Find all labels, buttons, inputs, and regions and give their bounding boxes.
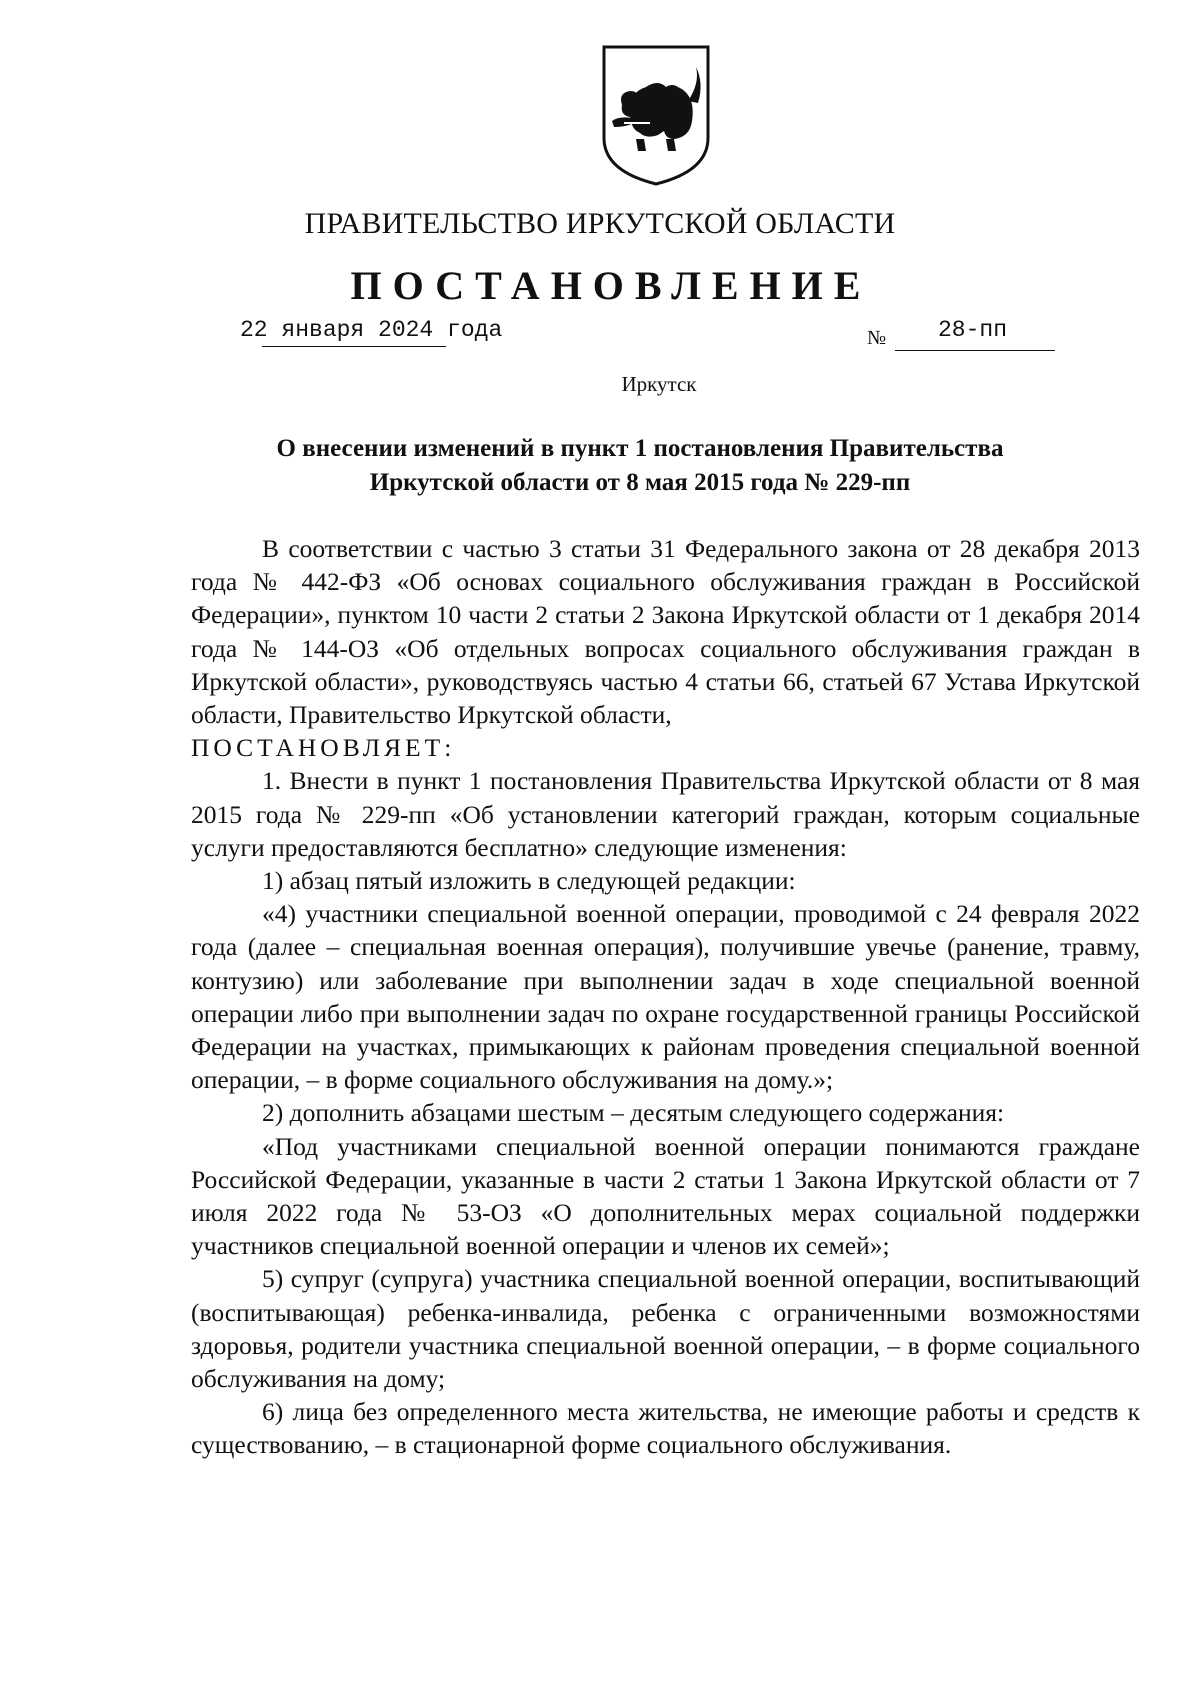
paragraph-item-1: 1. Внести в пункт 1 постановления Правительства Иркутской области от 8 мая 2015 года № 229-пп «Об установлении категорий граждан, которым социальные услуги предоставляются бесплатно» следующие изменения: bbox=[191, 766, 1140, 862]
paragraph-subitem-1: 1) абзац пятый изложить в следующей редакции: bbox=[262, 866, 796, 896]
document-date: 22 января 2024 года bbox=[240, 317, 503, 343]
document-number: 28-пп bbox=[938, 317, 1008, 343]
coat-of-arms-emblem bbox=[600, 43, 712, 188]
resolves-heading: ПОСТАНОВЛЯЕТ: bbox=[191, 733, 456, 763]
city-name: Иркутск bbox=[621, 372, 697, 396]
document-type-title: ПОСТАНОВЛЕНИЕ bbox=[350, 263, 872, 308]
paragraph-definition: «Под участниками специальной военной операции понимаются граждане Российской Федерации, указанные в части 2 статьи 1 Закона Иркутской области от 7 июля 2022 года № 53-ОЗ «О дополнительных мерах социальной поддержки участников специальной военной операции и членов их семей»; bbox=[191, 1131, 1140, 1261]
document-body bbox=[191, 532, 1140, 1462]
number-sign: № bbox=[867, 327, 887, 349]
subject-line-2: Иркутской области от 8 мая 2015 года № 229-пп bbox=[369, 469, 911, 496]
document-subject bbox=[170, 432, 1110, 500]
government-name: ПРАВИТЕЛЬСТВО ИРКУТСКОЙ ОБЛАСТИ bbox=[304, 207, 896, 240]
paragraph-new-text-4: «4) участники специальной военной операции, проводимой с 24 февраля 2022 года (далее – специальная военная операция), получившие увечье (ранение, травму, контузию) или заболевание при выполнении задач в ходе специальной военной операции либо при выполнении задач по охране государственной границы Российской Федерации на участках, примыкающих к районам проведения специальной военной операции, – в форме социального обслуживания на дому.»; bbox=[191, 899, 1140, 1095]
paragraph-subitem-2: 2) дополнить абзацами шестым – десятым следующего содержания: bbox=[262, 1098, 1005, 1128]
preamble-paragraph: В соответствии с частью 3 статьи 31 Федерального закона от 28 декабря 2013 года № 442-ФЗ «Об основах социального обслуживания граждан в Российской Федерации», пунктом 10 части 2 статьи 2 Закона Иркутской области от 1 декабря 2014 года № 144-ОЗ «Об отдельных вопросах социального обслуживания граждан в Иркутской области», руководствуясь частью 4 статьи 66, статьей 67 Устава Иркутской области, Правительство Иркутской области, bbox=[191, 534, 1140, 730]
number-underline bbox=[895, 350, 1055, 351]
paragraph-item-6: 6) лица без определенного места жительства, не имеющие работы и средств к существованию, – в стационарной форме социального обслуживания. bbox=[191, 1397, 1140, 1460]
subject-line-1: О внесении изменений в пункт 1 постановления Правительства bbox=[276, 435, 1004, 462]
date-underline bbox=[262, 346, 446, 347]
paragraph-item-5: 5) супруг (супруга) участника специальной военной операции, воспитывающий (воспитывающая) ребенка-инвалида, ребенка с ограниченными возможностями здоровья, родители участника специальной военной операции, – в форме социального обслуживания на дому; bbox=[191, 1264, 1140, 1394]
